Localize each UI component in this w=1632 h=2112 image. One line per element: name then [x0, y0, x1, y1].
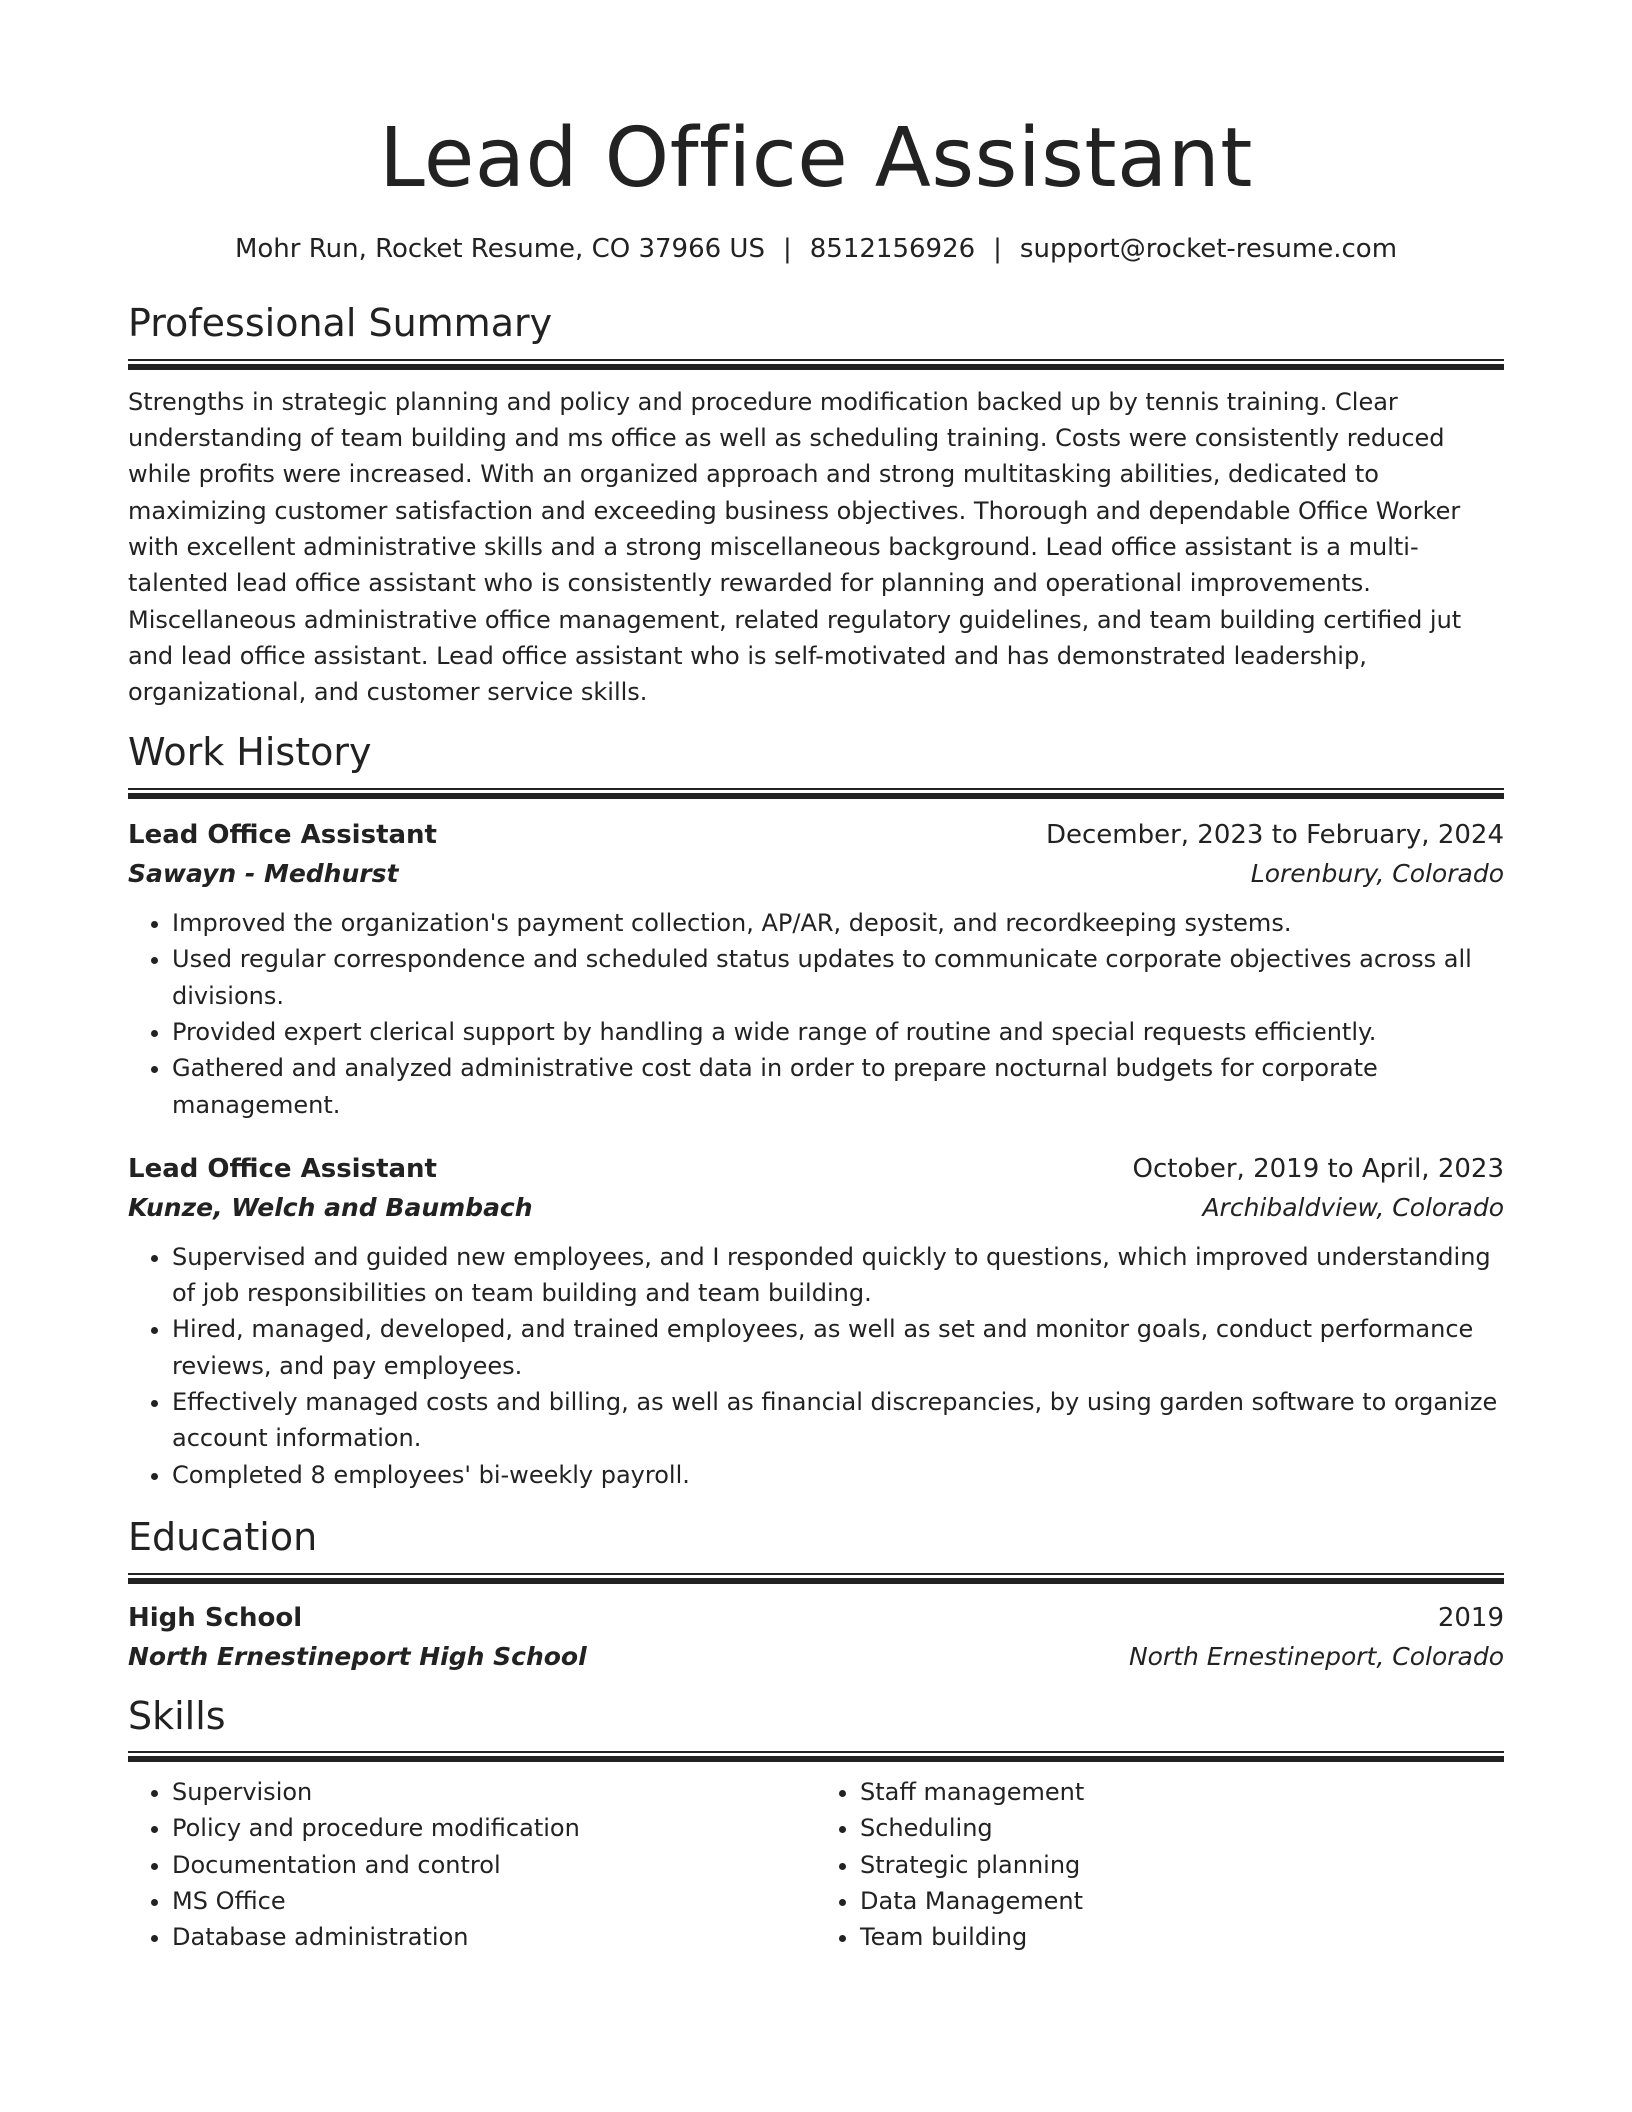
section-divider — [128, 359, 1504, 370]
job-entry — [128, 815, 1504, 1123]
summary-section — [128, 301, 1504, 710]
education-degree: High School — [128, 1602, 303, 1633]
job-title: Lead Office Assistant — [128, 820, 437, 851]
job-title: Lead Office Assistant — [128, 1153, 437, 1184]
resume-title: Lead Office Assistant — [379, 111, 1253, 206]
skill-item: • Policy and procedure modification — [172, 1810, 816, 1846]
skill-item: • Supervision — [172, 1774, 816, 1810]
section-divider — [128, 1751, 1504, 1762]
education-section — [128, 1515, 1504, 1676]
section-divider — [128, 1573, 1504, 1584]
job-bullet: • Supervised and guided new employees, and I responded quickly to questions, which improved understanding of job responsibilities on team building and team building. — [172, 1239, 1504, 1312]
contact-phone: 8512156926 — [809, 234, 976, 264]
skill-item: • Documentation and control — [172, 1847, 816, 1883]
education-school: North Ernestineport High School — [128, 1641, 587, 1671]
job-bullet: • Effectively managed costs and billing, as well as financial discrepancies, by using garden software to organize account information. — [172, 1384, 1504, 1457]
job-bullet: • Provided expert clerical support by handling a wide range of routine and special requests efficiently. — [172, 1014, 1504, 1050]
job-employer-row — [128, 855, 1504, 893]
job-bullets — [128, 905, 1504, 1123]
section-divider — [128, 788, 1504, 799]
skills-list-right — [816, 1774, 1504, 1955]
job-entry — [128, 1149, 1504, 1493]
contact-address: Mohr Run, Rocket Resume, CO 37966 US — [234, 234, 765, 264]
job-bullet: • Hired, managed, developed, and trained employees, as well as set and monitor goals, conduct performance reviews, and pay employees. — [172, 1311, 1504, 1384]
skill-item: • MS Office — [172, 1883, 816, 1919]
skills-list-left — [128, 1774, 816, 1955]
job-employer: Sawayn - Medhurst — [128, 859, 399, 889]
contact-line — [128, 234, 1504, 265]
job-header-row — [128, 815, 1504, 855]
contact-separator: | — [993, 234, 1002, 264]
job-employer: Kunze, Welch and Baumbach — [128, 1192, 533, 1222]
job-employer-row — [128, 1189, 1504, 1227]
job-location: Lorenbury, Colorado — [1250, 859, 1504, 889]
skill-item: • Database administration — [172, 1919, 816, 1955]
education-year: 2019 — [1437, 1602, 1504, 1633]
job-bullet: • Completed 8 employees' bi-weekly payroll. — [172, 1457, 1504, 1493]
work-history-heading: Work History — [128, 730, 372, 775]
education-entry — [128, 1598, 1504, 1676]
job-bullet: • Used regular correspondence and scheduled status updates to communicate corporate objectives across all divisions. — [172, 941, 1504, 1014]
education-heading: Education — [128, 1514, 318, 1559]
skills-heading: Skills — [128, 1693, 226, 1738]
job-dates: October, 2019 to April, 2023 — [1132, 1153, 1504, 1184]
education-header-row — [128, 1598, 1504, 1638]
job-location: Archibaldview, Colorado — [1202, 1192, 1504, 1222]
skills-columns — [128, 1774, 1504, 1955]
contact-email: support@rocket-resume.com — [1019, 234, 1398, 264]
contact-separator: | — [782, 234, 792, 264]
job-dates: December, 2023 to February, 2024 — [1045, 820, 1504, 851]
job-header-row — [128, 1149, 1504, 1189]
skill-item: • Scheduling — [860, 1810, 1504, 1846]
skill-item: • Staff management — [860, 1774, 1504, 1810]
skills-section — [128, 1694, 1504, 1956]
skill-item: • Data Management — [860, 1883, 1504, 1919]
education-location: North Ernestineport, Colorado — [1128, 1641, 1504, 1671]
skill-item: • Strategic planning — [860, 1847, 1504, 1883]
skill-item: • Team building — [860, 1919, 1504, 1955]
summary-heading: Professional Summary — [128, 301, 553, 346]
job-bullet: • Gathered and analyzed administrative cost data in order to prepare nocturnal budgets for corporate management. — [172, 1050, 1504, 1123]
job-bullet: • Improved the organization's payment collection, AP/AR, deposit, and recordkeeping systems. — [172, 905, 1504, 941]
work-history-section — [128, 730, 1504, 1492]
summary-text: Strengths in strategic planning and policy and procedure modification backed up by tennis training. Clear understanding of team building and ms office as well as scheduling training. Costs were consistently reduced while profits were increased. With an organized approach and strong multitasking abilities, dedicated to maximizing customer satisfaction and exceeding business objectives. Thorough and dependable Office Worker with excellent administrative skills and a strong miscellaneous background. Lead office assistant is a multi-talented lead office assistant who is consistently rewarded for planning and operational improvements. Miscellaneous administrative office management, related regulatory guidelines, and team building certified jut and lead office assistant. Lead office assistant who is self-motivated and has demonstrated leadership, organizational, and customer service skills. — [128, 387, 1462, 707]
education-school-row — [128, 1638, 1504, 1676]
job-bullets — [128, 1239, 1504, 1493]
